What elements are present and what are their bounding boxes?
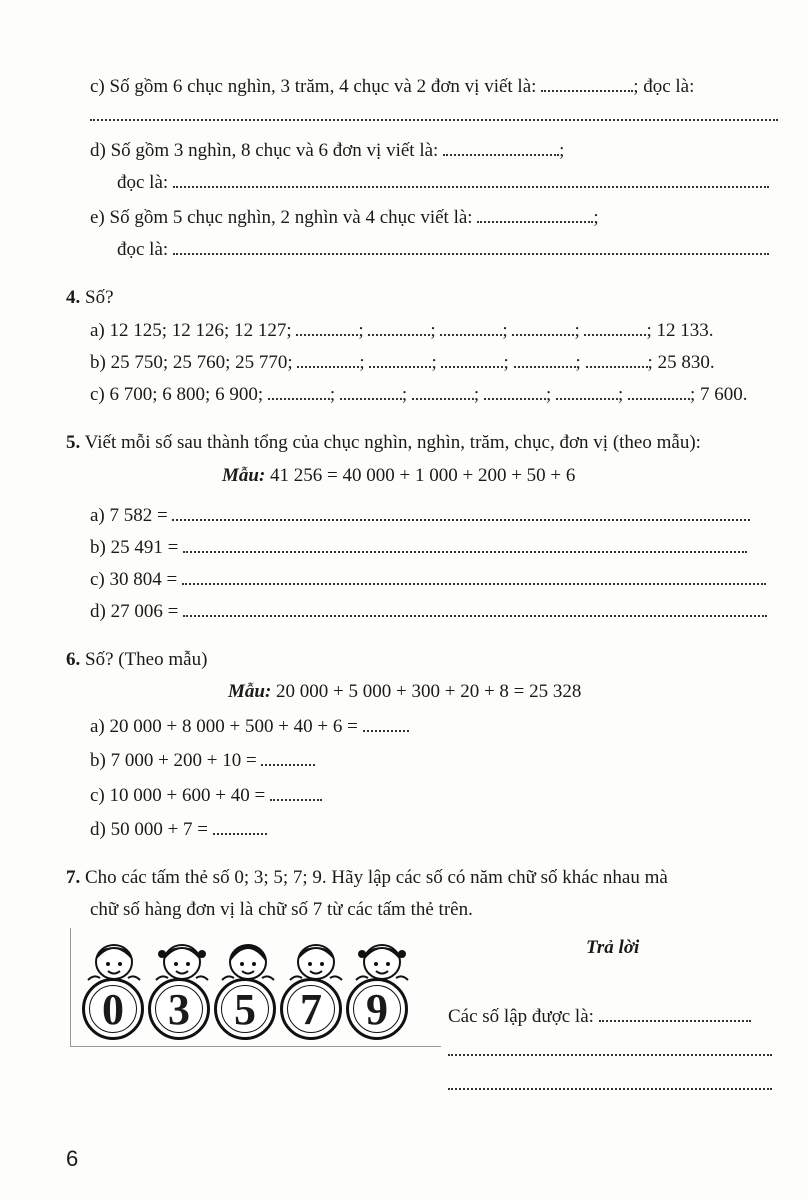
q4b-end: ; 25 830. — [647, 352, 715, 373]
q5-example-text: 41 256 = 40 000 + 1 000 + 200 + 50 + 6 — [270, 465, 576, 486]
q4c-sep-5: ; — [617, 384, 624, 405]
q5a-blank[interactable] — [172, 503, 750, 521]
q7-text-1: Cho các tấm thẻ số 0; 3; 5; 7; 9. Hãy lập các số có năm chữ số khác nhau mà — [85, 867, 668, 888]
q6-heading — [66, 648, 207, 672]
q3d-answer-blank[interactable] — [443, 138, 559, 156]
q6-example-label: Mẫu: — [228, 681, 272, 702]
page-number: 6 — [66, 1146, 79, 1171]
q4b-sep-1: ; — [359, 352, 365, 373]
q4b-sep-3: ; — [503, 352, 509, 373]
q4b-start: b) 25 750; 25 760; 25 770; — [90, 352, 293, 373]
q5-heading — [66, 431, 701, 455]
q3d-text: d) Số gồm 3 nghìn, 8 chục và 6 đơn vị viết là: — [90, 140, 439, 161]
q6-example-text: 20 000 + 5 000 + 300 + 20 + 8 = 25 328 — [276, 681, 582, 702]
q3e-read-blank[interactable] — [173, 237, 769, 255]
number-card-9: 9 — [346, 978, 408, 1040]
q6b-blank[interactable] — [261, 748, 315, 766]
q4a-sep-3: ; — [502, 320, 508, 341]
q7-text-2: chữ số hàng đơn vị là chữ số 7 từ các tấm thẻ trên. — [90, 899, 473, 920]
q7-line-1 — [66, 866, 668, 890]
q3e-read-line — [117, 237, 769, 262]
q4b-blank-1[interactable] — [297, 350, 359, 368]
q6c-text: c) 10 000 + 600 + 40 = — [90, 785, 266, 806]
q4a-line — [90, 318, 714, 343]
q3d-read-blank[interactable] — [173, 170, 769, 188]
q6b-text: b) 7 000 + 200 + 10 = — [90, 750, 257, 771]
q4-heading — [66, 286, 114, 310]
number-card-7: 7 — [280, 978, 342, 1040]
q4a-blank-5[interactable] — [584, 318, 646, 336]
q5b-blank[interactable] — [183, 535, 747, 553]
q4a-end: ; 12 133. — [646, 320, 714, 341]
q5c-text: c) 30 804 = — [90, 569, 178, 590]
q3e-read-label: đọc là: — [117, 239, 169, 260]
q4c-sep-2: ; — [401, 384, 408, 405]
q3c-answer-blank[interactable] — [541, 74, 633, 92]
q5c-line — [90, 567, 766, 592]
q6c-line — [90, 783, 322, 808]
q4c-blank-3[interactable] — [412, 382, 474, 400]
q7-line-2 — [90, 898, 473, 922]
q4b-blank-4[interactable] — [514, 350, 576, 368]
q6a-line — [90, 714, 409, 739]
answer-line-3 — [448, 1072, 772, 1097]
answer-line-1 — [448, 1004, 751, 1029]
q4a-blank-4[interactable] — [512, 318, 574, 336]
q6-title: Số? (Theo mẫu) — [85, 649, 208, 670]
q4c-line — [90, 382, 748, 407]
q4a-blank-1[interactable] — [296, 318, 358, 336]
q4c-blank-2[interactable] — [340, 382, 402, 400]
number-card-5: 5 — [214, 978, 276, 1040]
q6-number: 6. — [66, 649, 81, 670]
q3e-line — [90, 205, 599, 230]
answer-blank-1[interactable] — [599, 1004, 751, 1022]
q6d-line — [90, 817, 267, 842]
q5-title: Viết mỗi số sau thành tổng của chục nghìn, nghìn, trăm, chục, đơn vị (theo mẫu): — [84, 432, 701, 453]
q6b-line — [90, 748, 315, 773]
q5c-blank[interactable] — [182, 567, 766, 585]
answer-label: Các số lập được là: — [448, 1006, 594, 1027]
q6a-text: a) 20 000 + 8 000 + 500 + 40 + 6 = — [90, 716, 358, 737]
q4-title: Số? — [85, 287, 114, 308]
q3c-read-label: ; đọc là: — [633, 76, 695, 97]
q5-example-label: Mẫu: — [222, 465, 266, 486]
q6d-text: d) 50 000 + 7 = — [90, 819, 209, 840]
q3d-line — [90, 138, 564, 163]
q5d-text: d) 27 006 = — [90, 601, 179, 622]
q3d-read-label: đọc là: — [117, 172, 169, 193]
q5a-text: a) 7 582 = — [90, 505, 168, 526]
q5-number: 5. — [66, 432, 81, 453]
q4c-sep-3: ; — [473, 384, 480, 405]
q6a-blank[interactable] — [363, 714, 409, 732]
q4c-blank-6[interactable] — [628, 382, 690, 400]
q4b-sep-4: ; — [575, 352, 581, 373]
answer-title: Trả lời — [586, 937, 640, 958]
q3e-semicolon: ; — [593, 207, 599, 228]
q4c-sep-4: ; — [545, 384, 552, 405]
number-card-3: 3 — [148, 978, 210, 1040]
q4a-start: a) 12 125; 12 126; 12 127; — [90, 320, 292, 341]
q3c-text: c) Số gồm 6 chục nghìn, 3 trăm, 4 chục và 2 đơn vị viết là: — [90, 76, 537, 97]
q4a-blank-2[interactable] — [368, 318, 430, 336]
q4a-sep-1: ; — [358, 320, 364, 341]
q4-number: 4. — [66, 287, 81, 308]
q4c-blank-5[interactable] — [556, 382, 618, 400]
q4b-sep-2: ; — [431, 352, 437, 373]
q4a-sep-4: ; — [574, 320, 580, 341]
q4c-blank-1[interactable] — [268, 382, 330, 400]
answer-blank-3[interactable] — [448, 1072, 772, 1090]
q3d-semicolon: ; — [559, 140, 565, 161]
q3e-text: e) Số gồm 5 chục nghìn, 2 nghìn và 4 chục viết là: — [90, 207, 473, 228]
q5d-line — [90, 599, 767, 624]
q4b-blank-3[interactable] — [441, 350, 503, 368]
q4b-blank-2[interactable] — [369, 350, 431, 368]
q3e-answer-blank[interactable] — [477, 205, 593, 223]
answer-line-2 — [448, 1038, 772, 1063]
q4c-start: c) 6 700; 6 800; 6 900; — [90, 384, 264, 405]
q7-number: 7. — [66, 867, 81, 888]
q3c-read-line — [90, 103, 778, 128]
q3c-read-blank[interactable] — [90, 103, 778, 121]
answer-blank-2[interactable] — [448, 1038, 772, 1056]
q4c-blank-4[interactable] — [484, 382, 546, 400]
q5-example — [222, 464, 575, 488]
q4c-end: ; 7 600. — [690, 384, 748, 405]
q5d-blank[interactable] — [183, 599, 767, 617]
q4a-blank-3[interactable] — [440, 318, 502, 336]
q3c-line — [90, 74, 694, 99]
q5b-line — [90, 535, 747, 560]
q4b-line — [90, 350, 715, 375]
q6c-blank[interactable] — [270, 783, 322, 801]
q6d-blank[interactable] — [213, 817, 267, 835]
q3d-read-line — [117, 170, 769, 195]
q5b-text: b) 25 491 = — [90, 537, 179, 558]
q4c-sep-1: ; — [329, 384, 336, 405]
number-card-0: 0 — [82, 978, 144, 1040]
q4a-sep-2: ; — [430, 320, 436, 341]
q5a-line — [90, 503, 750, 528]
q4b-blank-5[interactable] — [586, 350, 648, 368]
q6-example — [228, 680, 581, 704]
